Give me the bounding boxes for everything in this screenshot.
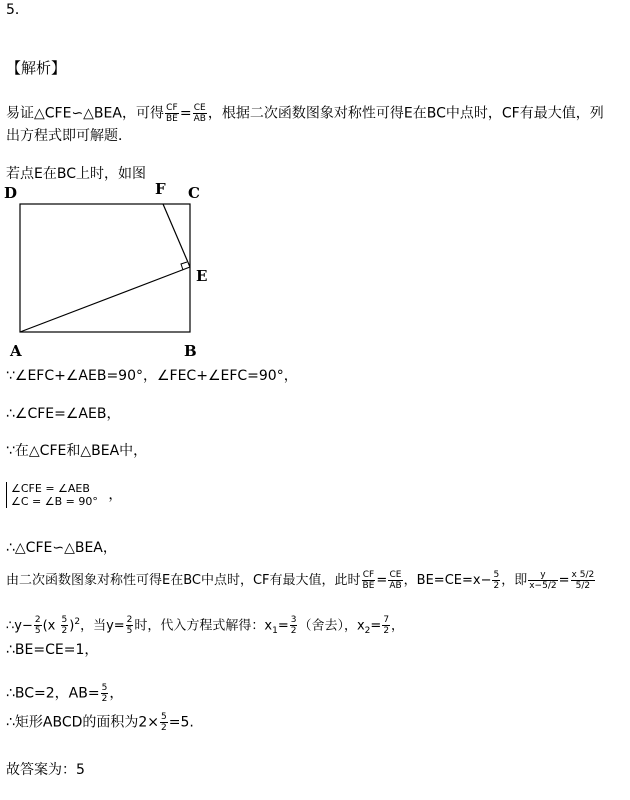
proof-step-2: ∴∠CFE=∠AEB， <box>6 406 121 422</box>
section-label: 【解析】 <box>6 59 67 77</box>
proof-step-8: ∴BE=CE=1， <box>6 642 99 658</box>
analysis-line-1: 易证△CFE∽△BEA，可得 $\frac{CF}{BE}$ = $\frac{CE}{AB}$ ，根据二次函数图象对称性可得E在BC中点时，CF有最大值，列 <box>6 103 604 124</box>
analysis-prefix: 易证△CFE∽△BEA，可得 <box>6 105 164 122</box>
proof-step-4: ∠CFE = ∠AEB ∠C = ∠B = 90° ， <box>6 482 122 508</box>
analysis-suffix: ，根据二次函数图象对称性可得E在BC中点时，CF有最大值，列 <box>207 105 604 122</box>
question-number: 5． <box>6 2 29 18</box>
answer-value: 5 <box>76 762 85 778</box>
label-a: A <box>10 342 22 360</box>
label-c: C <box>188 184 200 202</box>
analysis-line-2: 出方程式即可解题． <box>6 128 132 144</box>
label-e: E <box>196 267 208 285</box>
fraction-cf-be: $\frac{CF}{BE}$ <box>165 103 178 124</box>
rectangle-figure <box>0 176 230 366</box>
segment-ae <box>20 267 190 332</box>
label-d: D <box>4 184 18 202</box>
proof-step-9: ∴BC=2，AB= $\frac{5}{2}$ ， <box>6 683 124 704</box>
proof-step-1: ∵∠EFC+∠AEB=90°，∠FEC+∠EFC=90°， <box>6 368 298 384</box>
label-f: F <box>155 180 166 198</box>
proof-step-3: ∵在△CFE和△BEA中， <box>6 443 148 459</box>
proof-step-7: ∴y− $\frac{2}{5}$ (x $\frac{5}{2}$ )$^2$，当y= $\frac{2}{5}$ 时，代入方程式解得：$x_1=$ $\frac{3}{2}$ （舍去），$x_2=$ $\frac{7}{2}$ ， <box>6 615 405 637</box>
answer-label: 故答案为： <box>6 762 76 778</box>
proof-step-6: 由二次函数图象对称性可得E在BC中点时，CF有最大值，此时 $\frac{CF}{BE}$ = $\frac{CE}{AB}$ ，BE=CE=x− $\frac{5}{2}$ ，即 $\frac{y}{x-5/2}$ = $\frac{x 5/2}{5/2}$ <box>6 570 595 591</box>
proof-step-10: ∴矩形ABCD的面积为2× $\frac{5}{2}$ =5. <box>6 712 194 733</box>
label-b: B <box>184 342 197 360</box>
fraction-ce-ab: $\frac{CE}{AB}$ <box>193 103 206 124</box>
congruence-system: ∠CFE = ∠AEB ∠C = ∠B = 90° <box>6 482 98 508</box>
proof-step-5: ∴△CFE∽△BEA， <box>6 540 117 556</box>
segment-fe <box>163 204 190 267</box>
rectangle-abcd <box>20 204 190 332</box>
answer-line <box>6 760 85 780</box>
case-line: 若点E在BC上时，如图 <box>6 166 146 182</box>
